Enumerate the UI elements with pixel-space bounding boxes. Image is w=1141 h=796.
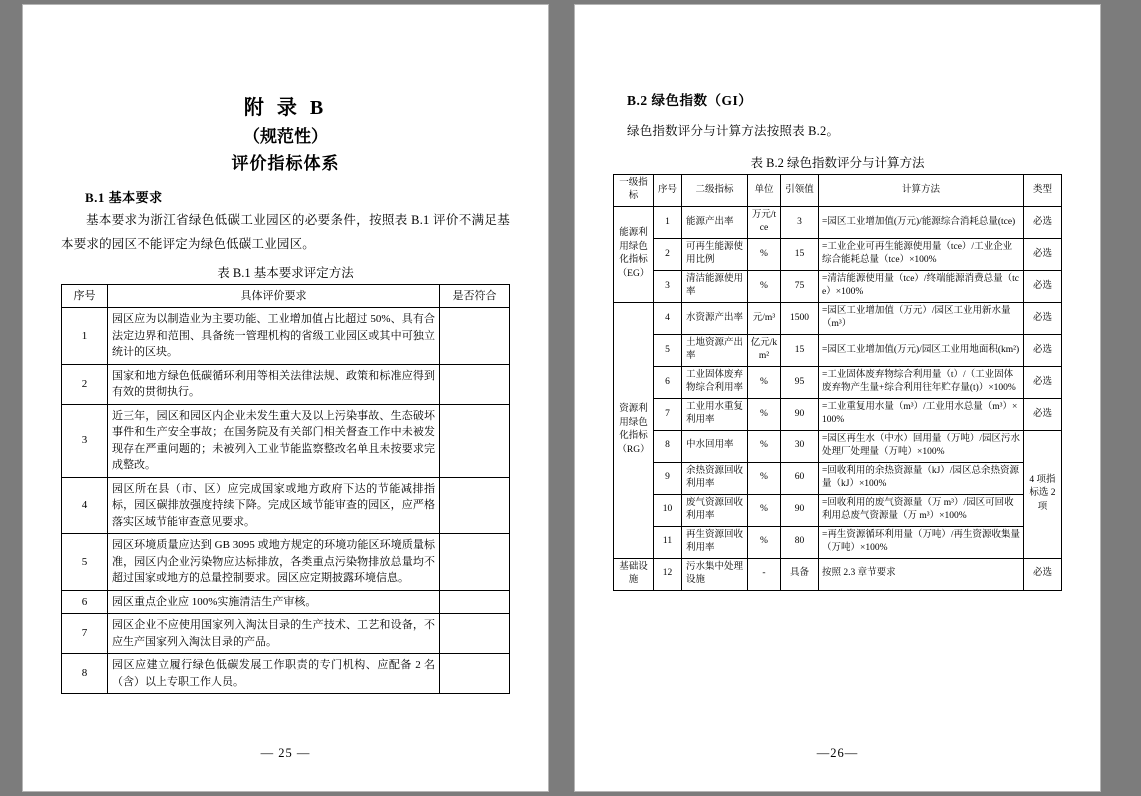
cell-unit: % bbox=[748, 398, 781, 430]
cell-unit: % bbox=[748, 494, 781, 526]
table-b1 bbox=[61, 284, 510, 695]
cell-no: 3 bbox=[654, 270, 682, 302]
col-header-primary-index: 一级指标 bbox=[614, 175, 654, 207]
cell-requirement: 园区应为以制造业为主要功能、工业增加值占比超过 50%、具有合法定边界和范围、具备统一管理机构的省级工业园区或其中可独立统计的区块。 bbox=[108, 308, 440, 365]
cell-value: 3 bbox=[781, 206, 819, 238]
cell-conform bbox=[440, 534, 510, 591]
cell-requirement: 园区环境质量应达到 GB 3095 或地方规定的环境功能区环境质量标准，园区内企业污染物应达标排放，各类重点污染物排放总量均不超过国家或地方的总量控制要求。园区应定期披露环境信息。 bbox=[108, 534, 440, 591]
cell-conform bbox=[440, 477, 510, 534]
cell-conform bbox=[440, 654, 510, 694]
table-row bbox=[62, 404, 510, 477]
table-row bbox=[62, 477, 510, 534]
col-header-no: 序号 bbox=[654, 175, 682, 207]
cell-group-name: 能源利用绿色化指标（EG） bbox=[614, 206, 654, 302]
section-heading-b2: B.2 绿色指数（GI） bbox=[627, 93, 753, 108]
table-row bbox=[614, 494, 1062, 526]
col-header-no: 序号 bbox=[62, 284, 108, 308]
cell-formula: =再生资源循环利用量（万吨）/再生资源收集量（万吨）×100% bbox=[819, 526, 1024, 558]
table-row bbox=[62, 590, 510, 614]
table-header-row bbox=[62, 284, 510, 308]
cell-no: 2 bbox=[62, 364, 108, 404]
cell-no: 5 bbox=[62, 534, 108, 591]
table-b2 bbox=[613, 174, 1062, 591]
cell-formula: =回收利用的废气资源量（万 m³）/园区可回收利用总废气资源量（万 m³）×100% bbox=[819, 494, 1024, 526]
table-row bbox=[614, 430, 1062, 462]
cell-value: 60 bbox=[781, 462, 819, 494]
page-left bbox=[22, 4, 549, 792]
cell-index-name: 土地资源产出率 bbox=[682, 334, 748, 366]
col-header-unit: 单位 bbox=[748, 175, 781, 207]
cell-type: 必选 bbox=[1024, 398, 1062, 430]
cell-no: 7 bbox=[654, 398, 682, 430]
cell-type: 4 项指标选 2 项 bbox=[1024, 430, 1062, 558]
cell-unit: 元/m³ bbox=[748, 302, 781, 334]
cell-value: 具备 bbox=[781, 558, 819, 590]
table-row bbox=[614, 558, 1062, 590]
cell-group-name: 基础设施 bbox=[614, 558, 654, 590]
cell-value: 30 bbox=[781, 430, 819, 462]
cell-formula: =园区工业增加值（万元）/园区工业用新水量（m³） bbox=[819, 302, 1024, 334]
cell-type: 必选 bbox=[1024, 334, 1062, 366]
cell-formula: =清洁能源使用量（tce）/终端能源消费总量（tce）×100% bbox=[819, 270, 1024, 302]
cell-index-name: 污水集中处理设施 bbox=[682, 558, 748, 590]
col-header-conform: 是否符合 bbox=[440, 284, 510, 308]
table-row bbox=[62, 654, 510, 694]
cell-no: 8 bbox=[654, 430, 682, 462]
cell-group-name: 资源利用绿色化指标（RG） bbox=[614, 302, 654, 558]
cell-formula: =工业重复用水量（m³）/工业用水总量（m³）×100% bbox=[819, 398, 1024, 430]
table-row bbox=[614, 270, 1062, 302]
cell-type: 必选 bbox=[1024, 302, 1062, 334]
cell-no: 6 bbox=[654, 366, 682, 398]
cell-formula: =工业固体废弃物综合利用量（t）/（工业固体废弃物产生量+综合利用往年贮存量(t)）×100% bbox=[819, 366, 1024, 398]
cell-no: 8 bbox=[62, 654, 108, 694]
page-number-right: —26— bbox=[816, 746, 859, 760]
cell-unit: % bbox=[748, 526, 781, 558]
cell-unit: % bbox=[748, 238, 781, 270]
cell-unit: 万元/tce bbox=[748, 206, 781, 238]
table-row bbox=[62, 364, 510, 404]
page-subtitle-2: 评价指标体系 bbox=[231, 154, 340, 174]
cell-unit: % bbox=[748, 430, 781, 462]
cell-conform bbox=[440, 404, 510, 477]
section-heading-b1: B.1 基本要求 bbox=[85, 190, 163, 206]
cell-unit: 亿元/km² bbox=[748, 334, 781, 366]
table-row bbox=[614, 462, 1062, 494]
cell-conform bbox=[440, 590, 510, 614]
table-row bbox=[614, 206, 1062, 238]
cell-value: 15 bbox=[781, 238, 819, 270]
col-header-formula: 计算方法 bbox=[819, 175, 1024, 207]
cell-index-name: 工业用水重复利用率 bbox=[682, 398, 748, 430]
cell-unit: % bbox=[748, 270, 781, 302]
cell-no: 6 bbox=[62, 590, 108, 614]
cell-value: 80 bbox=[781, 526, 819, 558]
table-row bbox=[614, 398, 1062, 430]
page-right bbox=[574, 4, 1101, 792]
cell-type: 必选 bbox=[1024, 558, 1062, 590]
cell-index-name: 中水回用率 bbox=[682, 430, 748, 462]
cell-no: 4 bbox=[62, 477, 108, 534]
col-header-type: 类型 bbox=[1024, 175, 1062, 207]
section-paragraph-b1: 基本要求为浙江省绿色低碳工业园区的必要条件，按照表 B.1 评价不满足基本要求的园区不能评定为绿色低碳工业园区。 bbox=[61, 213, 510, 251]
cell-index-name: 能源产出率 bbox=[682, 206, 748, 238]
cell-no: 3 bbox=[62, 404, 108, 477]
cell-no: 5 bbox=[654, 334, 682, 366]
cell-value: 15 bbox=[781, 334, 819, 366]
cell-no: 9 bbox=[654, 462, 682, 494]
page-title: 附 录 B bbox=[243, 97, 328, 119]
cell-index-name: 水资源产出率 bbox=[682, 302, 748, 334]
cell-no: 12 bbox=[654, 558, 682, 590]
cell-index-name: 废气资源回收利用率 bbox=[682, 494, 748, 526]
cell-index-name: 余热资源回收利用率 bbox=[682, 462, 748, 494]
cell-no: 4 bbox=[654, 302, 682, 334]
cell-no: 7 bbox=[62, 614, 108, 654]
cell-unit: % bbox=[748, 462, 781, 494]
cell-no: 11 bbox=[654, 526, 682, 558]
cell-requirement: 园区应建立履行绿色低碳发展工作职责的专门机构、应配备 2 名（含）以上专职工作人员。 bbox=[108, 654, 440, 694]
cell-unit: - bbox=[748, 558, 781, 590]
table-caption-b2: 表 B.2 绿色指数评分与计算方法 bbox=[750, 156, 925, 170]
cell-index-name: 清洁能源使用率 bbox=[682, 270, 748, 302]
table-row bbox=[614, 366, 1062, 398]
table-row bbox=[62, 308, 510, 365]
cell-conform bbox=[440, 614, 510, 654]
section-paragraph-b2: 绿色指数评分与计算方法按照表 B.2。 bbox=[627, 124, 840, 138]
cell-no: 2 bbox=[654, 238, 682, 270]
cell-index-name: 可再生能源使用比例 bbox=[682, 238, 748, 270]
cell-type: 必选 bbox=[1024, 366, 1062, 398]
cell-type: 必选 bbox=[1024, 238, 1062, 270]
cell-no: 10 bbox=[654, 494, 682, 526]
col-header-secondary-index: 二级指标 bbox=[682, 175, 748, 207]
page-number-left: — 25 — bbox=[260, 746, 311, 760]
table-row bbox=[614, 526, 1062, 558]
table-row bbox=[614, 302, 1062, 334]
table-row bbox=[614, 334, 1062, 366]
cell-type: 必选 bbox=[1024, 206, 1062, 238]
cell-value: 95 bbox=[781, 366, 819, 398]
cell-requirement: 园区所在县（市、区）应完成国家或地方政府下达的节能减排指标，园区碳排放强度持续下降。完成区域节能审查的园区，应严格落实区域节能审查意见要求。 bbox=[108, 477, 440, 534]
cell-formula: 按照 2.3 章节要求 bbox=[819, 558, 1024, 590]
cell-unit: % bbox=[748, 366, 781, 398]
col-header-requirement: 具体评价要求 bbox=[108, 284, 440, 308]
cell-formula: =园区工业增加值(万元)/能源综合消耗总量(tce) bbox=[819, 206, 1024, 238]
cell-no: 1 bbox=[654, 206, 682, 238]
cell-requirement: 园区重点企业应 100%实施清洁生产审核。 bbox=[108, 590, 440, 614]
cell-requirement: 近三年，园区和园区内企业未发生重大及以上污染事故、生态破坏事件和生产安全事故；在国务院及有关部门相关督查工作中未被发现存在严重问题的；未被列入工业节能监察整改名单且未按要求完成整改。 bbox=[108, 404, 440, 477]
table-row bbox=[614, 238, 1062, 270]
table-caption-b1: 表 B.1 基本要求评定方法 bbox=[217, 265, 354, 280]
table-header-row bbox=[614, 175, 1062, 207]
cell-requirement: 国家和地方绿色低碳循环利用等相关法律法规、政策和标准应得到有效的贯彻执行。 bbox=[108, 364, 440, 404]
cell-conform bbox=[440, 308, 510, 365]
cell-conform bbox=[440, 364, 510, 404]
cell-no: 1 bbox=[62, 308, 108, 365]
col-header-target-value: 引领值 bbox=[781, 175, 819, 207]
cell-value: 90 bbox=[781, 398, 819, 430]
cell-value: 90 bbox=[781, 494, 819, 526]
cell-formula: =园区再生水（中水）回用量（万吨）/园区污水处理厂处理量（万吨）×100% bbox=[819, 430, 1024, 462]
cell-index-name: 再生资源回收利用率 bbox=[682, 526, 748, 558]
table-row bbox=[62, 534, 510, 591]
cell-formula: =工业企业可再生能源使用量（tce）/工业企业综合能耗总量（tce）×100% bbox=[819, 238, 1024, 270]
cell-type: 必选 bbox=[1024, 270, 1062, 302]
cell-requirement: 园区企业不应使用国家列入淘汰目录的生产技术、工艺和设备，不应生产国家列入淘汰目录的产品。 bbox=[108, 614, 440, 654]
cell-value: 1500 bbox=[781, 302, 819, 334]
cell-index-name: 工业固体废弃物综合利用率 bbox=[682, 366, 748, 398]
table-row bbox=[62, 614, 510, 654]
cell-formula: =回收利用的余热资源量（kJ）/园区总余热资源量（kJ）×100% bbox=[819, 462, 1024, 494]
page-subtitle: （规范性） bbox=[243, 127, 328, 146]
cell-value: 75 bbox=[781, 270, 819, 302]
cell-formula: =园区工业增加值(万元)/园区工业用地面积(km²) bbox=[819, 334, 1024, 366]
